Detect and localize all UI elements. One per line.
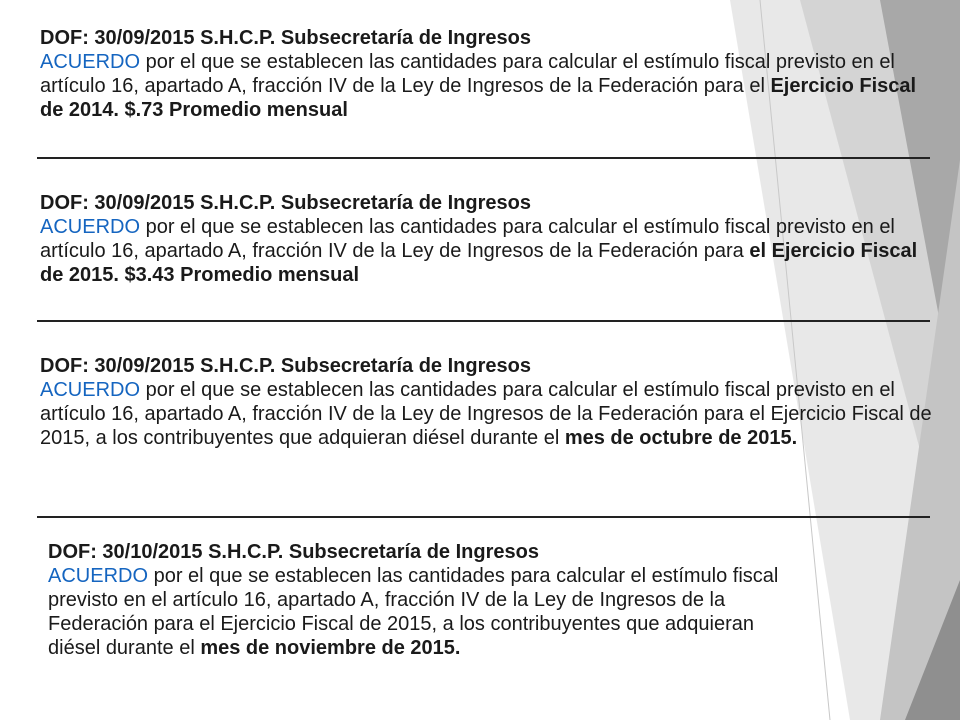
entry-body: por el que se establecen las cantidades para calcular el estímulo fiscal previsto en el artículo 16, apartado A, fracción IV de la Ley de Ingresos de la Federación para el	[40, 51, 895, 97]
entry-body: por el que se establecen las cantidades para calcular el estímulo fiscal previsto en el artículo 16, apartado A, fracción IV de la Ley de Ingresos de la Federación para	[40, 216, 895, 262]
entry-4	[48, 540, 928, 660]
entry-1	[40, 26, 940, 122]
entry-keyword: ACUERDO	[40, 379, 141, 401]
entry-highlight: el Ejercicio Fiscal de 2015. $3.43 Promedio mensual	[40, 240, 918, 286]
entry-keyword: ACUERDO	[40, 216, 141, 238]
entry-body-line3: Federación para el Ejercicio Fiscal de 2015, a los contribuyentes que adquieran	[48, 613, 754, 635]
entry-line	[48, 564, 928, 588]
entry-highlight: mes de noviembre de 2015.	[200, 637, 461, 659]
entry-body-line1: por el que se establecen las cantidades para calcular el estímulo fiscal	[148, 565, 779, 587]
entry-2	[40, 191, 940, 287]
divider-rule	[37, 516, 930, 518]
entry-header: DOF: 30/09/2015 S.H.C.P. Subsecretaría de Ingresos	[40, 27, 531, 49]
divider-rule	[37, 157, 930, 159]
entry-header: DOF: 30/09/2015 S.H.C.P. Subsecretaría de Ingresos	[40, 355, 531, 377]
entry-keyword: ACUERDO	[40, 51, 141, 73]
entry-body-line4: diésel durante el	[48, 637, 201, 659]
entry-header: DOF: 30/10/2015 S.H.C.P. Subsecretaría de Ingresos	[48, 541, 539, 563]
entry-highlight: Ejercicio Fiscal de 2014. $.73 Promedio mensual	[40, 75, 917, 121]
entry-body-line2: previsto en el artículo 16, apartado A, fracción IV de la Ley de Ingresos de la	[48, 589, 726, 611]
entry-body: por el que se establecen las cantidades para calcular el estímulo fiscal previsto en el artículo 16, apartado A, fracción IV de la Ley de Ingresos de la Federación para el Ejercicio Fiscal de 2015, a los contribuyentes que adquieran diésel durante el	[40, 379, 932, 449]
entry-header: DOF: 30/09/2015 S.H.C.P. Subsecretaría de Ingresos	[40, 192, 531, 214]
divider-rule	[37, 320, 930, 322]
entry-keyword: ACUERDO	[48, 565, 149, 587]
entry-highlight: mes de octubre de 2015.	[564, 427, 798, 449]
entry-3	[40, 354, 955, 450]
entry-line	[48, 636, 928, 660]
